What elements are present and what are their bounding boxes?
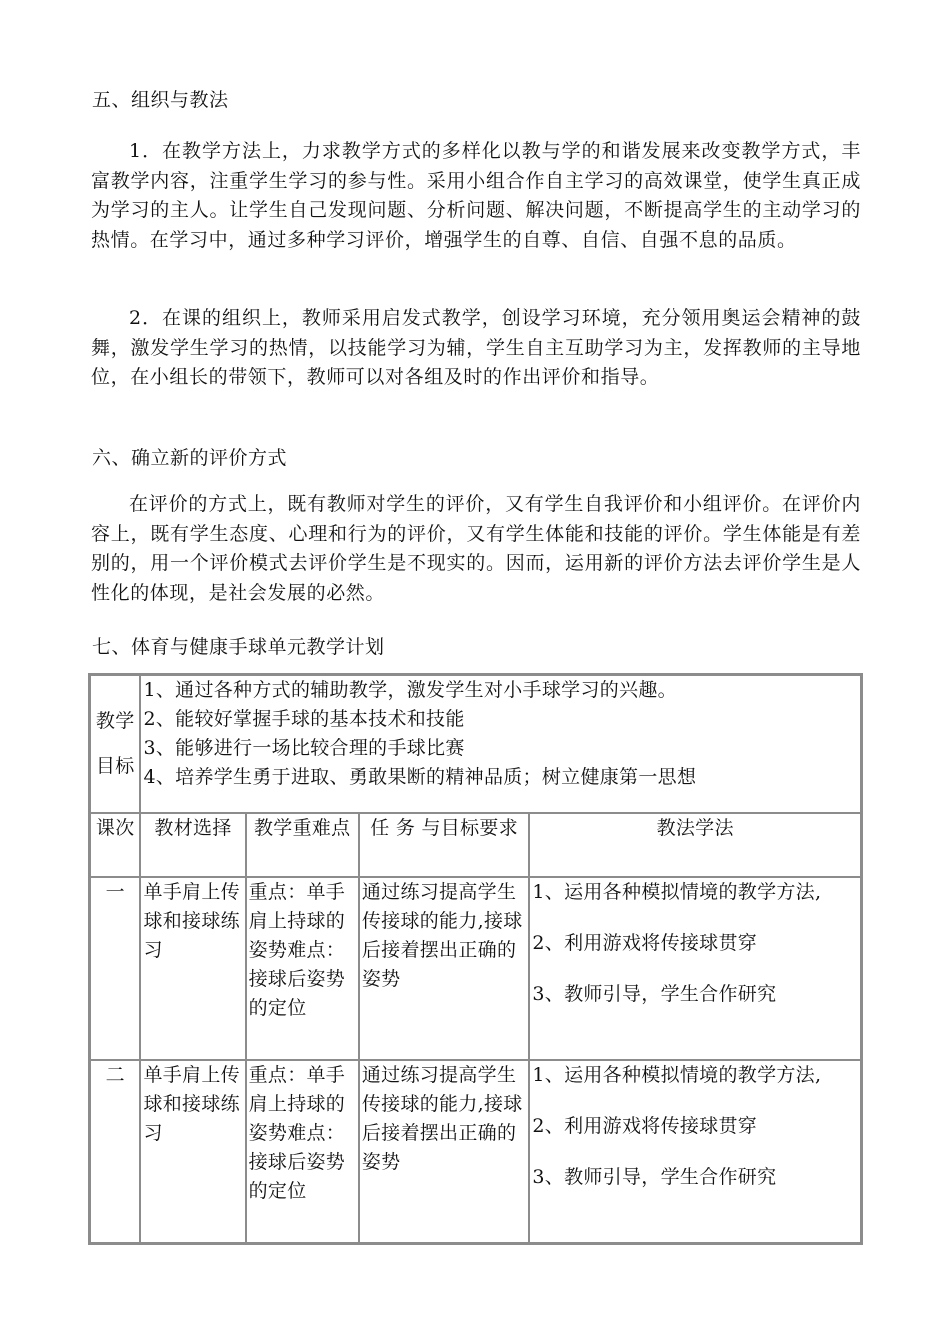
- section-5-paragraph-1: 1．在教学方法上，力求教学方式的多样化以教与学的和谐发展来改变教学方式，丰富教学内容，注重学生学习的参与性。采用小组合作自主学习的高效课堂，使学生真正成为学习的主人。让学生自己发现问题、分析问题、解决问题，不断提高学生的主动学习的热情。在学习中，通过多种学习评价，增强学生的自尊、自信、自强不息的品质。: [91, 140, 861, 251]
- header-material: 教材选择: [140, 813, 245, 877]
- goal-item-2: 2、能较好掌握手球的基本技术和技能: [143, 708, 465, 730]
- section-6-heading: 六、确立新的评价方式: [92, 447, 288, 469]
- header-lesson: 课次: [90, 813, 140, 877]
- section-6-paragraph: 在评价的方式上，既有教师对学生的评价，又有学生自我评价和小组评价。在评价内容上，既有学生态度、心理和行为的评价，又有学生体能和技能的评价。学生体能是有差别的，用一个评价模式去评价学生是不现实的。因而，运用新的评价方法去评价学生是人性化的体现，是社会发展的必然。: [91, 493, 861, 604]
- section-7-heading: 七、体育与健康手球单元教学计划: [92, 636, 385, 658]
- lesson-number: 一: [90, 877, 140, 1060]
- goal-item-4: 4、培养学生勇于进取、勇敢果断的精神品质；树立健康第一思想: [143, 766, 697, 788]
- lesson-number: 二: [90, 1060, 140, 1243]
- header-method: 教法学法: [529, 813, 861, 877]
- header-task: 任 务 与目标要求: [359, 813, 530, 877]
- method-item: 3、教师引导，学生合作研究: [532, 983, 777, 1005]
- table-row: [90, 1060, 861, 1243]
- lesson-key-points: 重点：单手肩上持球的姿势难点：接球后姿势的定位: [246, 877, 359, 1060]
- method-item: 2、利用游戏将传接球贯穿: [532, 1115, 758, 1137]
- method-item: 2、利用游戏将传接球贯穿: [532, 932, 758, 954]
- method-item: 3、教师引导，学生合作研究: [532, 1166, 777, 1188]
- section-5-heading: 五、组织与教法: [92, 89, 229, 111]
- goal-item-1: 1、通过各种方式的辅助教学，激发学生对小手球学习的兴趣。: [143, 679, 677, 701]
- table-row: [90, 877, 861, 1060]
- lesson-key-points: 重点：单手肩上持球的姿势难点：接球后姿势的定位: [246, 1060, 359, 1243]
- teaching-plan-table: [88, 673, 863, 1245]
- lesson-methods: [529, 1060, 861, 1243]
- goals-cell: [140, 675, 861, 813]
- method-item: 1、运用各种模拟情境的教学方法,: [532, 1064, 822, 1086]
- method-item: 1、运用各种模拟情境的教学方法,: [532, 881, 822, 903]
- goal-label-line-2: 目标: [95, 755, 135, 777]
- lesson-task: 通过练习提高学生传接球的能力,接球后接着摆出正确的姿势: [359, 877, 530, 1060]
- lesson-task: 通过练习提高学生传接球的能力,接球后接着摆出正确的姿势: [359, 1060, 530, 1243]
- goals-row: [90, 675, 861, 813]
- table-header-row: [90, 813, 861, 877]
- lesson-material: 单手肩上传球和接球练习: [140, 877, 245, 1060]
- lesson-material: 单手肩上传球和接球练习: [140, 1060, 245, 1243]
- goal-item-3: 3、能够进行一场比较合理的手球比赛: [143, 737, 465, 759]
- goal-label-cell: [90, 675, 140, 813]
- section-5-paragraph-2: 2．在课的组织上，教师采用启发式教学，创设学习环境，充分领用奥运会精神的鼓舞，激发学生学习的热情，以技能学习为辅，学生自主互助学习为主，发挥教师的主导地位，在小组长的带领下，教师可以对各组及时的作出评价和指导。: [91, 307, 861, 388]
- header-key-points: 教学重难点: [246, 813, 359, 877]
- goal-label-line-1: 教学: [95, 710, 135, 732]
- lesson-methods: [529, 877, 861, 1060]
